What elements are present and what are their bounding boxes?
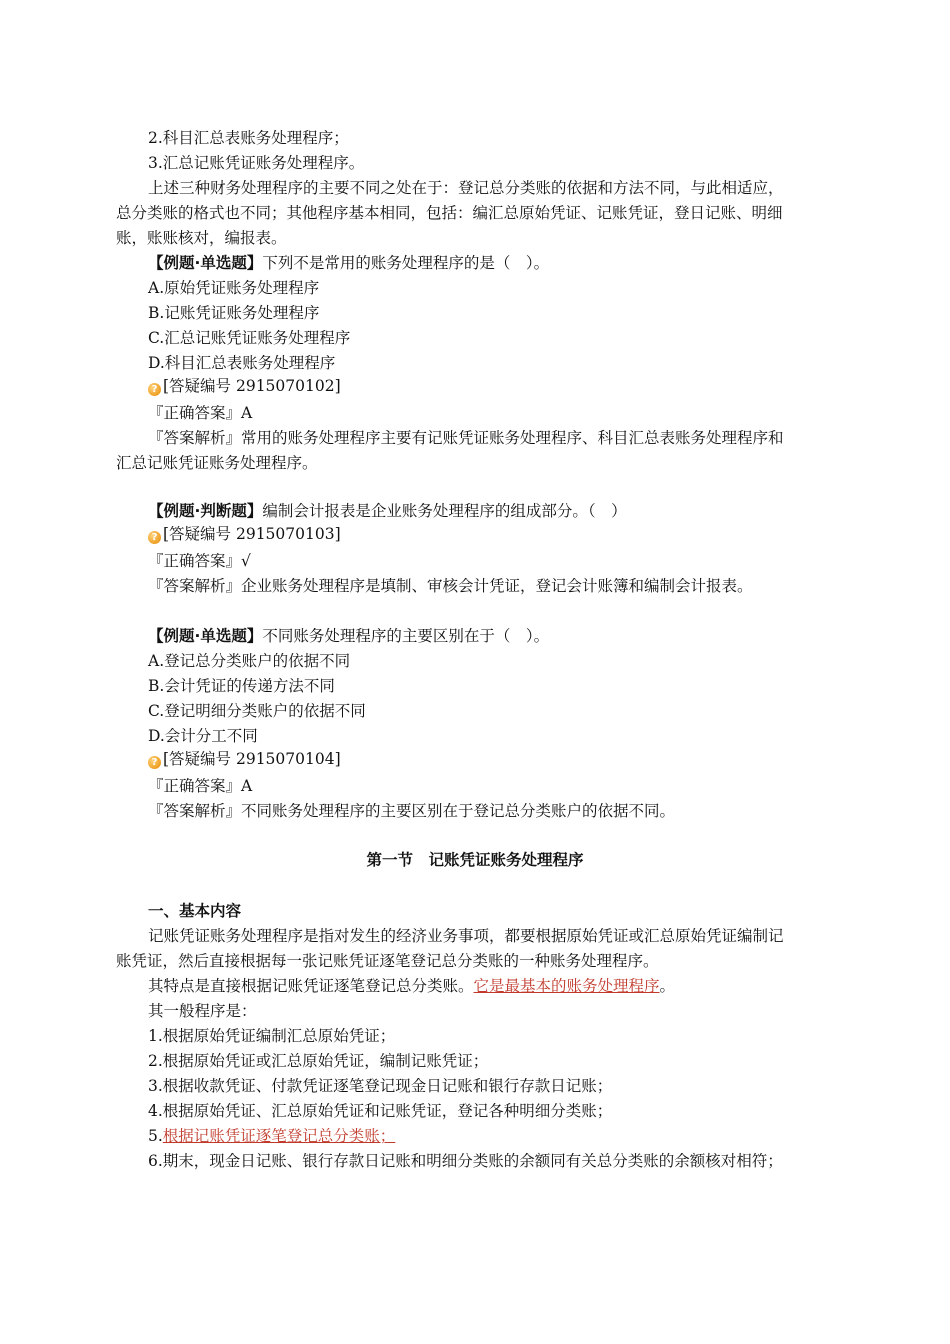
question-type-label: 【例题·判断题】	[148, 502, 263, 520]
question-icon[interactable]: ?	[148, 756, 161, 769]
question-3	[148, 626, 549, 646]
option-a: A.原始凭证账务处理程序	[148, 279, 320, 297]
question-id-line[interactable]	[148, 749, 341, 769]
step-item: 2.根据原始凭证或汇总原始凭证，编制记账凭证；	[148, 1052, 489, 1070]
sub-heading: 一、基本内容	[148, 902, 242, 920]
question-text: 不同账务处理程序的主要区别在于（ ）。	[262, 627, 550, 645]
question-id: [答疑编号 2915070104]	[163, 750, 341, 768]
paragraph-line	[148, 976, 675, 996]
answer-explanation: 『答案解析』常用的账务处理程序主要有记账凭证账务处理程序、科目汇总表账务处理程序和	[148, 429, 784, 447]
option-d: D.科目汇总表账务处理程序	[148, 354, 336, 372]
list-item: 3.汇总记账凭证账务处理程序。	[148, 154, 365, 172]
answer-explanation: 『答案解析』不同账务处理程序的主要区别在于登记总分类账户的依据不同。	[148, 802, 676, 820]
question-1	[148, 253, 549, 273]
step-number: 5.	[148, 1127, 163, 1145]
question-type-label: 【例题·单选题】	[148, 627, 263, 645]
answer-explanation: 『答案解析』企业账务处理程序是填制、审核会计凭证，登记会计账簿和编制会计报表。	[148, 577, 753, 595]
paragraph-line: 总分类账的格式也不同；其他程序基本相同，包括：编汇总原始凭证、记账凭证，登日记账、明细	[116, 204, 783, 222]
paragraph-line: 上述三种财务处理程序的主要不同之处在于：登记总分类账的依据和方法不同，与此相适应，	[148, 179, 784, 197]
sentence-end: 。	[659, 977, 676, 995]
option-c: C.登记明细分类账户的依据不同	[148, 702, 366, 720]
correct-answer: 『正确答案』√	[148, 552, 251, 570]
section-title: 第一节 记账凭证账务处理程序	[366, 851, 584, 869]
step-item: 1.根据原始凭证编制汇总原始凭证；	[148, 1027, 396, 1045]
option-a: A.登记总分类账户的依据不同	[148, 652, 351, 670]
step-item: 3.根据收款凭证、付款凭证逐笔登记现金日记账和银行存款日记账；	[148, 1077, 613, 1095]
question-id: [答疑编号 2915070103]	[163, 525, 341, 543]
feature-text: 其特点是直接根据记账凭证逐笔登记总分类账。	[148, 977, 474, 995]
question-text: 下列不是常用的账务处理程序的是（ ）。	[262, 254, 550, 272]
question-id: [答疑编号 2915070102]	[163, 377, 341, 395]
highlighted-text: 它是最基本的账务处理程序	[473, 977, 660, 995]
question-text: 编制会计报表是企业账务处理程序的组成部分。（ ）	[262, 502, 627, 520]
step-item: 6.期末，现金日记账、银行存款日记账和明细分类账的余额同有关总分类账的余额核对相符；	[148, 1152, 783, 1170]
answer-explanation: 汇总记账凭证账务处理程序。	[116, 454, 318, 472]
list-item: 2.科目汇总表账务处理程序；	[148, 129, 349, 147]
paragraph-line: 记账凭证账务处理程序是指对发生的经济业务事项，都要根据原始凭证或汇总原始凭证编制记	[148, 927, 784, 945]
question-type-label: 【例题·单选题】	[148, 254, 263, 272]
step-item	[148, 1126, 395, 1146]
question-id-line[interactable]	[148, 524, 341, 544]
correct-answer: 『正确答案』A	[148, 404, 253, 422]
correct-answer: 『正确答案』A	[148, 777, 253, 795]
question-icon[interactable]: ?	[148, 531, 161, 544]
question-2	[148, 501, 627, 521]
option-c: C.汇总记账凭证账务处理程序	[148, 329, 351, 347]
option-b: B.记账凭证账务处理程序	[148, 304, 320, 322]
paragraph-line: 账凭证，然后直接根据每一张记账凭证逐笔登记总分类账的一种账务处理程序。	[116, 952, 659, 970]
option-d: D.会计分工不同	[148, 727, 258, 745]
highlighted-text: 根据记账凭证逐笔登记总分类账；	[162, 1127, 396, 1145]
paragraph-line: 其一般程序是：	[148, 1002, 257, 1020]
step-item: 4.根据原始凭证、汇总原始凭证和记账凭证，登记各种明细分类账；	[148, 1102, 613, 1120]
option-b: B.会计凭证的传递方法不同	[148, 677, 335, 695]
question-icon[interactable]: ?	[148, 383, 161, 396]
paragraph-line: 账，账账核对，编报表。	[116, 229, 287, 247]
question-id-line[interactable]	[148, 376, 341, 396]
